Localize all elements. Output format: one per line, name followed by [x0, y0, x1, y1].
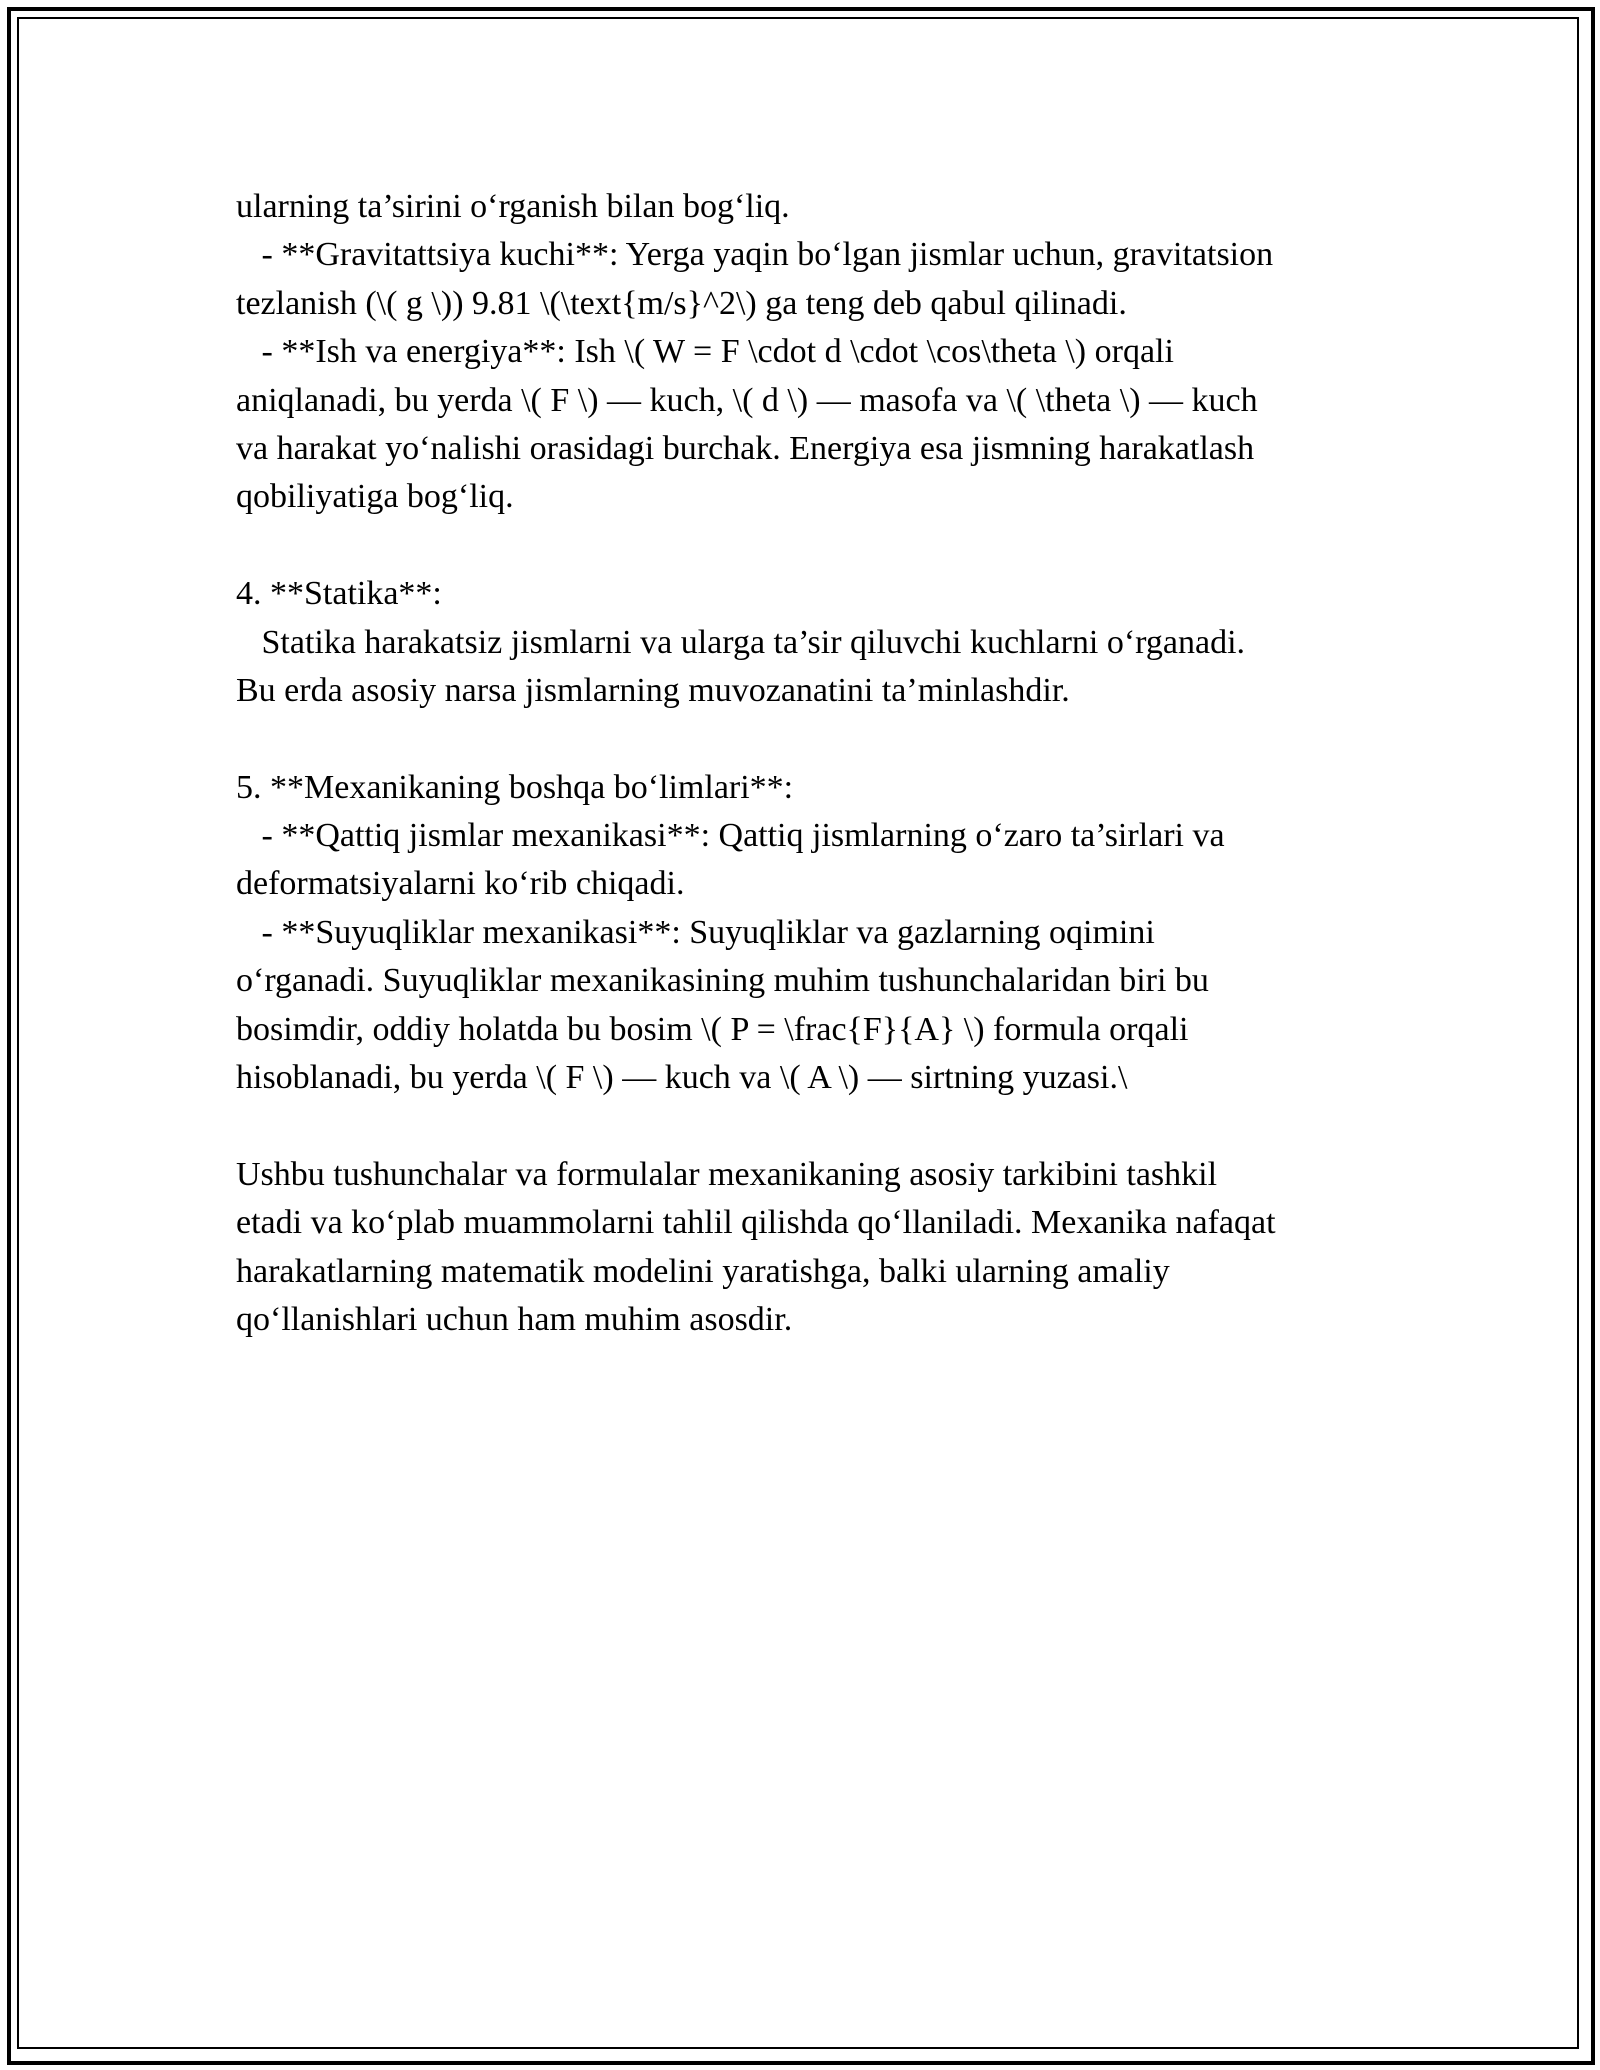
text-line: Bu erda asosiy narsa jismlarning muvozanatini ta’minlashdir.	[236, 671, 1070, 709]
text-line: - **Gravitattsiya kuchi**: Yerga yaqin bo‘lgan jismlar uchun, gravitatsion	[236, 236, 1274, 274]
text-line: - **Ish va energiya**: Ish \( W = F \cdot d \cdot \cos\theta \) orqali	[236, 333, 1174, 371]
text-line: aniqlanadi, bu yerda \( F \) — kuch, \( d \) — masofa va \( \theta \) — kuch	[236, 381, 1258, 419]
text-line: - **Qattiq jismlar mexanikasi**: Qattiq jismlarning o‘zaro ta’sirlari va	[236, 817, 1225, 855]
text-line: Statika harakatsiz jismlarni va ularga ta’sir qiluvchi kuchlarni o‘rganadi.	[236, 623, 1246, 661]
paragraph-other-branches	[236, 764, 1386, 1103]
paragraph-work-energy	[236, 183, 1386, 522]
document-body	[236, 183, 1386, 1344]
text-line: Ushbu tushunchalar va formulalar mexanikaning asosiy tarkibini tashkil	[236, 1155, 1218, 1193]
paragraph-gap	[236, 715, 1386, 763]
text-line: harakatlarning matematik modelini yaratishga, balki ularning amaliy	[236, 1252, 1170, 1290]
paragraph-conclusion	[236, 1151, 1386, 1345]
text-line: hisoblanadi, bu yerda \( F \) — kuch va \( A \) — sirtning yuzasi.\	[236, 1059, 1128, 1097]
text-line: etadi va ko‘plab muammolarni tahlil qilishda qo‘llaniladi. Mexanika nafaqat	[236, 1204, 1276, 1242]
paragraph-gap	[236, 1102, 1386, 1150]
text-line: o‘rganadi. Suyuqliklar mexanikasining muhim tushunchalaridan biri bu	[236, 962, 1209, 1000]
text-line: - **Suyuqliklar mexanikasi**: Suyuqliklar va gazlarning oqimini	[236, 913, 1155, 951]
paragraph-gap	[236, 522, 1386, 570]
text-line: bosimdir, oddiy holatda bu bosim \( P = \frac{F}{A} \) formula orqali	[236, 1010, 1189, 1048]
text-line: tezlanish (\( g \)) 9.81 \(\text{m/s}^2\) ga teng deb qabul qilinadi.	[236, 284, 1127, 322]
text-line: qobiliyatiga bog‘liq.	[236, 478, 514, 516]
section-heading: 5. **Mexanikaning boshqa bo‘limlari**:	[236, 768, 794, 806]
paragraph-statika	[236, 570, 1386, 715]
text-line: deformatsiyalarni ko‘rib chiqadi.	[236, 865, 685, 903]
text-line: qo‘llanishlari uchun ham muhim asosdir.	[236, 1300, 793, 1338]
text-line: va harakat yo‘nalishi orasidagi burchak. Energiya esa jismning harakatlash	[236, 429, 1255, 467]
section-heading: 4. **Statika**:	[236, 575, 442, 613]
text-line: ularning ta’sirini o‘rganish bilan bog‘liq.	[236, 188, 790, 225]
